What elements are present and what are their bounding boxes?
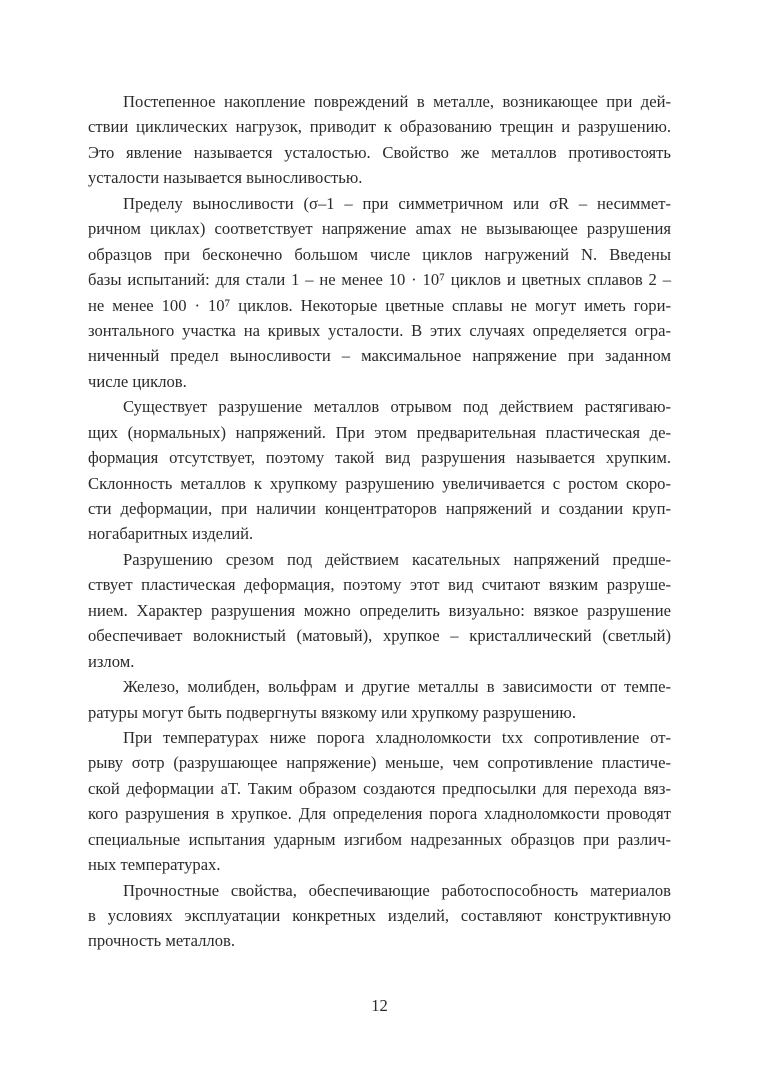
paragraph-line: образцов при бесконечно большом числе циклов нагружений N. Введены — [88, 244, 671, 264]
paragraph-line: специальные испытания ударным изгибом надрезанных образцов при различ- — [88, 829, 671, 849]
paragraph-line: Постепенное накопление повреждений в металле, возникающее при дей- — [123, 92, 671, 111]
paragraph-line: рыву σотр (разрушающее напряжение) меньше, чем сопротивление пластиче- — [88, 753, 671, 773]
body-text — [88, 89, 671, 954]
paragraph-line: излом. — [88, 651, 135, 671]
paragraph-line: прочность металлов. — [88, 931, 235, 951]
paragraph-line: При температурах ниже порога хладноломкости tхх сопротивление от- — [123, 727, 671, 747]
page-number: 12 — [371, 996, 388, 1015]
paragraph-line: базы испытаний: для стали 1 – не менее 10 · 10⁷ циклов и цветных сплавов 2 – — [88, 270, 671, 290]
paragraph-line: Железо, молибден, вольфрам и другие металлы в зависимости от темпе- — [123, 677, 671, 697]
paragraph-line: Прочностные свойства, обеспечивающие работоспособность материалов — [123, 880, 671, 900]
paragraph-line: ногабаритных изделий. — [88, 524, 254, 544]
paragraph-line: ской деформации aT. Таким образом создаются предпосылки для перехода вяз- — [88, 778, 671, 798]
paragraph-line: ниченный предел выносливости – максимальное напряжение при заданном — [88, 346, 671, 366]
paragraph-line: Пределу выносливости (σ–1 – при симметричном или σR – несиммет- — [123, 193, 671, 213]
paragraph-line: Существует разрушение металлов отрывом под действием растягиваю- — [123, 397, 671, 417]
paragraph-line: щих (нормальных) напряжений. При этом предварительная пластическая де- — [88, 422, 671, 442]
paragraph-line: числе циклов. — [88, 371, 187, 391]
paragraph-line: формация отсутствует, поэтому такой вид разрушения называется хрупким. — [88, 448, 671, 468]
paragraph-line: сти деформации, при наличии концентраторов напряжений и создании круп- — [88, 499, 671, 518]
paragraph-line: нием. Характер разрушения можно определить визуально: вязкое разрушение — [88, 600, 671, 620]
paragraph-line: ратуры могут быть подвергнуты вязкому или хрупкому разрушению. — [88, 702, 576, 722]
paragraph-line: зонтального участка на кривых усталости. В этих случаях определяется огра- — [88, 320, 671, 340]
paragraph-line: Это явление называется усталостью. Свойство же металлов противостоять — [88, 142, 671, 162]
paragraph-line: ных температурах. — [88, 855, 221, 875]
paragraph-line: ствии циклических нагрузок, приводит к образованию трещин и разрушению. — [88, 117, 671, 137]
paragraph-line: в условиях эксплуатации конкретных изделий, составляют конструктивную — [88, 906, 671, 925]
paragraph-line: обеспечивает волокнистый (матовый), хрупкое – кристаллический (светлый) — [88, 626, 671, 646]
paragraph-line: Разрушению срезом под действием касательных напряжений предше- — [123, 549, 671, 569]
paragraph-line: ствует пластическая деформация, поэтому этот вид считают вязким разруше- — [88, 575, 671, 595]
paragraph-line: кого разрушения в хрупкое. Для определения порога хладноломкости проводят — [88, 804, 671, 824]
paragraph-line: не менее 100 · 10⁷ циклов. Некоторые цветные сплавы не могут иметь гори- — [88, 295, 671, 315]
paragraph-line: усталости называется выносливостью. — [88, 168, 363, 188]
paragraph-line: Склонность металлов к хрупкому разрушению увеличивается с ростом скоро- — [88, 473, 671, 493]
paragraph-line: ричном циклах) соответствует напряжение amax не вызывающее разрушения — [88, 219, 671, 239]
